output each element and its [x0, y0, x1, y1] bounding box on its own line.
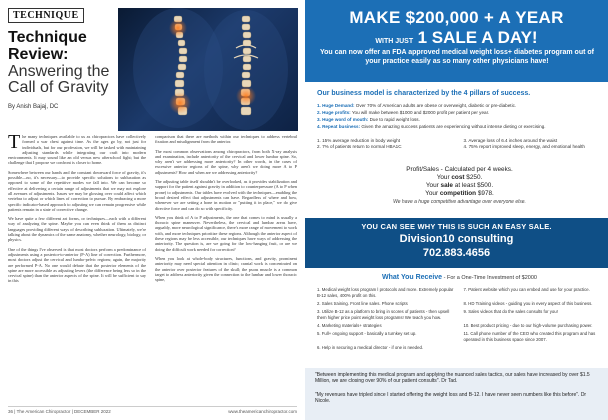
result-item: 4. 75% report improved sleep, energy, and emotional health	[463, 144, 585, 149]
page-footer	[8, 406, 297, 414]
paragraph	[8, 131, 146, 166]
paragraph: The adjusting table itself shouldn't be overlooked, as it provides stabilization and support for the patient against gravity in addition to counterpressure (A to P when prone) to adjustments. Our tables have evolved with the techniques—enabling the broad desired effect that adjustments can have. Regardless of where and how, whenever we are setting a bone in motion or "putting it in place," we do give directive force and can do so with specificity.	[155, 179, 297, 211]
competition-value: $978.	[476, 190, 494, 197]
section-tag: TECHNIQUE	[8, 8, 84, 23]
sale-line	[317, 182, 602, 190]
receive-heading	[317, 274, 602, 281]
title-line-2: Review:	[8, 45, 69, 63]
receive-item: 2. Sales training. Front line sales. Phone scripts	[317, 301, 408, 306]
receive-item: 3. Utilize B-12 as a platform to bring in scores of patients - then upsell them higher price point weight loss programs! We teach you how.	[317, 309, 450, 320]
cost-line	[317, 174, 602, 182]
pillar-key: 2. Huge profits:	[317, 110, 351, 115]
testimonial-2: "My revenues have tripled since I started offering the weight loss and B-12. I have never seen numbers like this before". Dr Nicole.	[315, 392, 587, 405]
paragraph: We have quite a few different art forms, or techniques—each with a different way of analyzing the spine. Maybe you can even think of them as distinct languages providing different ways of describing subluxation. Ultimately, we're talking about the dynamics of the same anatomy, whether neurology, biology, or physics.	[8, 216, 146, 243]
ad-header	[305, 0, 608, 82]
advertisement-page	[305, 0, 608, 420]
ad-headline	[305, 8, 608, 48]
paragraph: Somewhere between our hands and the constant downward force of gravity, it's possible—no, it's necessary—to provide specific solutions to subluxation as opposed to some of the repetitive modes we fall into. We can become so effective at delivering a certain range of adjustments that we may not explore all avenues of adjustments. Issues we may be glossing over could affect which vertebra to adjust or which lines of correction to pursue. By embracing a more specific indicator-based approach to adjusting we can remain progressive while patients remain in a state of corrective change.	[8, 169, 146, 212]
paragraph-text: he many techniques available to us as chiropractors have collectively formed a war chest against time. As the ages go by, not just for individuals, but for our profession, we will be tasked with maintaining adjusting standards while integrating our craft into modern environments. It may sound like an old versus new afterschool fight; but the challenge that I propose we confront is closer to home.	[8, 134, 146, 166]
profits-note: We have a huge competitive advantage over everyone else.	[393, 199, 526, 205]
receive-item	[464, 345, 603, 351]
receive-item: 7. Patient website which you can embed and use for your practice.	[463, 287, 590, 292]
paragraph: The most common observations among chiropractors, from both X-ray analysis and examination, include anteriority of the cervical and lower lumbar spine. So, why aren't we addressing more anteriority? In other words, in the cases of excessive anterior regions of the spine, why aren't we doing more A to P adjustments? How and when are we addressing anteriority?	[155, 148, 297, 175]
pillar-value: Due to rapid weight loss.	[368, 117, 420, 122]
receive-item: 4. Marketing materials+ strategies	[317, 323, 382, 328]
result-item: 2. 7% of patients return to normal HBA1C	[317, 144, 402, 149]
footer-page-info: 36 | The American Chiropractor | DECEMBER 2022	[8, 409, 111, 414]
spine-icon	[118, 8, 298, 131]
pillar-value: You will make between $1000 and $2000 profit per patient per year.	[350, 110, 490, 115]
article-column-2	[155, 134, 297, 286]
pillars-title: Our business model is characterized by the 4 pillars of success.	[317, 90, 531, 97]
profits-block	[317, 166, 602, 206]
testimonial-1: "Between implementing this medical program and applying the nuanced sales tactics, our sales have increased by over $1.5 Million, we are closing over 90% of our patient consults". Dr Tad.	[315, 372, 590, 385]
result-item: 1. 15% average reduction in body weight	[317, 138, 400, 143]
receive-subtitle: - For a One-Time Investment of $2000	[442, 275, 537, 281]
byline: By Anish Bajaj, DC	[8, 104, 59, 110]
title-line-1: Technique	[8, 29, 87, 46]
paragraph: When you think of A to P adjustments, the one that comes to mind is usually a thoracic spine maneuver. Nevertheless, the cervical and lumbar areas have, arguably, more neurological significance, there's more range of movement to work with, and more techniques prioritize these regions. Although the anterior aspect of these regions may be less accessible, our techniques have ways of addressing the anteriority. The question is, are we going for the low-hanging fruit, or are we doing the difficult work needed for correction?	[155, 214, 297, 252]
drop-cap: T	[8, 131, 21, 153]
article-title	[8, 30, 118, 97]
paragraph: comparison that there are methods within our techniques to address vertebral fixation and misalignment from the anterior.	[155, 134, 297, 145]
headline-connector: WITH JUST	[375, 38, 414, 45]
competition-line	[317, 190, 602, 198]
competition-label: Your	[425, 190, 440, 197]
pillar-item	[317, 109, 602, 116]
pillar-item	[317, 123, 602, 130]
headline-main: MAKE $200,000 + A YEAR	[349, 8, 564, 27]
title-line-3: Answering the	[8, 62, 110, 80]
phone-number: 702.883.4656	[422, 247, 491, 259]
competition-key: competition	[439, 190, 477, 197]
pillar-item	[317, 116, 602, 123]
company-name: Division10 consulting	[399, 233, 514, 245]
results-list	[317, 138, 602, 150]
contact-band	[305, 218, 608, 268]
receive-item: 5. Full+ ongoing support - basically a turnkey set up.	[317, 331, 417, 336]
article-column-1	[8, 131, 146, 288]
result-item: 3. Average loss of 6.4 inches around the waist	[463, 138, 558, 143]
pillar-value: Over 70% of American adults are obese or overweight, diabetic or pre-diabetic.	[354, 103, 517, 108]
pillar-value: Given the amazing success patients are experiencing without intense dieting or exercising.	[360, 124, 546, 129]
receive-item: 8. HD Training videos - guiding you in every aspect of this business.	[463, 301, 593, 306]
sale-label: Your	[425, 182, 441, 189]
receive-item: 6. Help in securing a medical director - if one is needed.	[317, 345, 424, 350]
pillar-key: 1. Huge Demand:	[317, 103, 355, 108]
spine-illustration	[118, 8, 298, 131]
sale-key: sale	[440, 182, 453, 189]
receive-item: 10. Best product pricing - due to our high-volume purchasing power.	[463, 323, 593, 328]
receive-item: 9. Sales videos that do the sales consults for you!	[463, 309, 558, 314]
pillar-item	[317, 102, 602, 109]
pillars-list	[317, 102, 602, 130]
paragraph: One of the things I've observed is that most doctors perform a predominance of adjustments using a posterior-to-anterior (P-A) line of correction. Furthermore, most doctors adjust the cervical and lumbo-pelvic regions; again, the majority are performed P-A. No one would debate that the posterior elements of the spine are more accessible as adjusting levers (the difference being less so in the cervical spine) than the anterior aspects of the spine. It will be sufficient to say in this	[8, 246, 146, 284]
title-line-4: Call of Gravity	[8, 79, 109, 97]
profits-line: Profit/Sales - Calculated per 4 weeks.	[406, 166, 513, 173]
band-title: YOU CAN SEE WHY THIS IS SUCH AN EASY SALE.	[361, 222, 552, 231]
cost-value: $250.	[464, 174, 483, 181]
paragraph: When you look at whole-body structures, functions, and gravity, prominent anteriority may need special attention in clinic; cranial work is concentrated on the anterior over posterior features of the skull; the psoas muscle is a common target to address anteriority given the connection to the lumbar and lower thoracic spine,	[155, 255, 297, 283]
cost-key: cost	[451, 174, 465, 181]
ad-subhead: You can now offer an FDA approved medical weight loss+ diabetes program out of your practice easily as so many other physicians have!	[319, 49, 594, 65]
receive-list	[317, 287, 602, 353]
receive-item: 11. Call phone number of the CEO who created this program and has operated in this business space since 2007.	[463, 331, 596, 342]
headline-emphasis: 1 SALE A DAY!	[417, 28, 538, 47]
footer-url: www.theamericanchiropractor.com	[228, 409, 297, 414]
receive-item: 1. Medical weight loss program l protocols and more. Extremely popular B-12 sales, 400% profit on this.	[317, 287, 454, 298]
pillar-key: 3. Huge word of mouth:	[317, 117, 369, 122]
sale-value: at least $500.	[452, 182, 494, 189]
testimonials	[305, 368, 608, 420]
cost-label: Your	[436, 174, 452, 181]
receive-title: What You Receive	[382, 274, 443, 281]
pillar-key: 4. Repeat business:	[317, 124, 361, 129]
